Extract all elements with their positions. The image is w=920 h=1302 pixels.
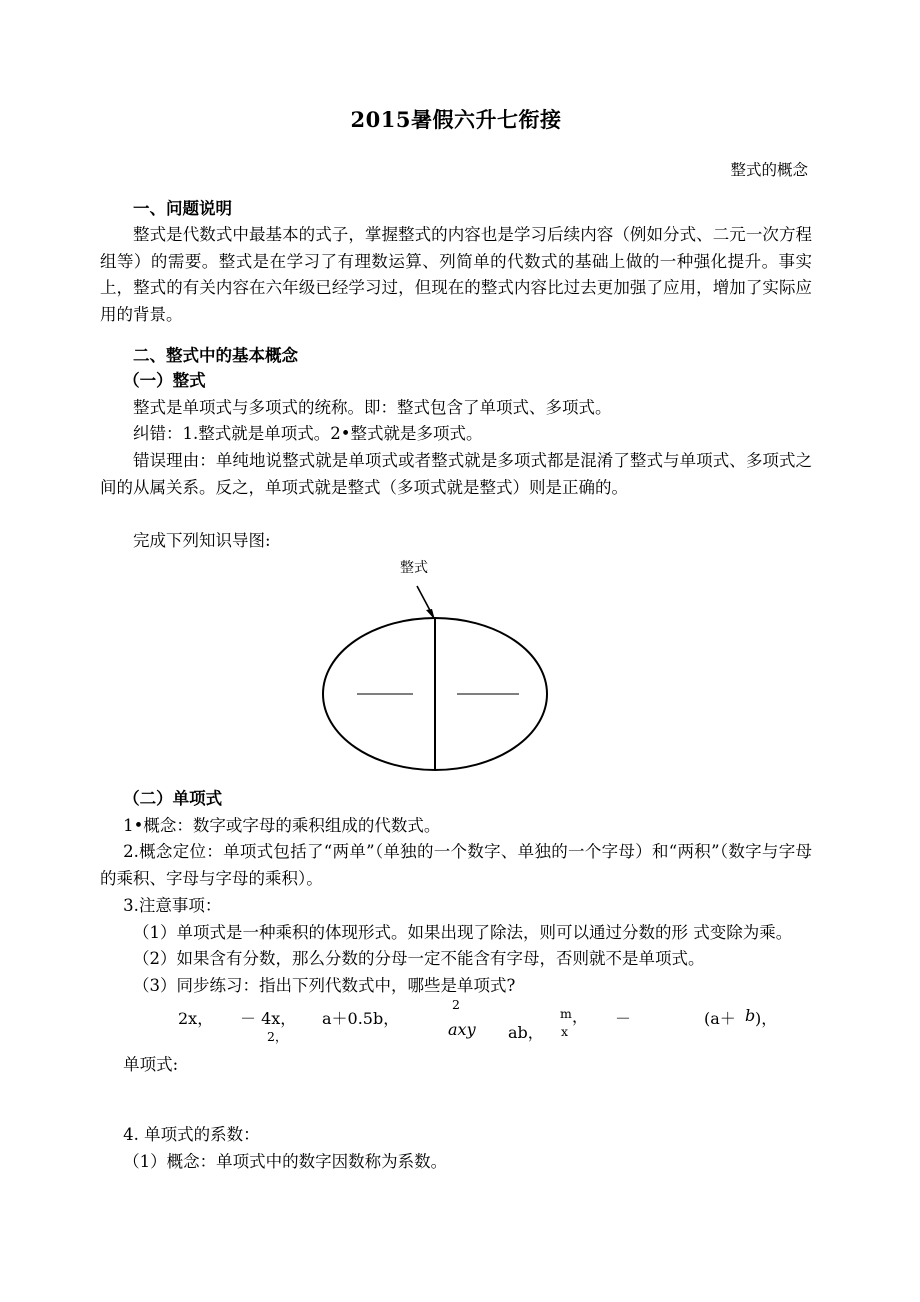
document-subtitle: 整式的概念 (730, 161, 808, 179)
paragraph-problem-description: 整式是代数式中最基本的式子，掌握整式的内容也是学习后续内容（例如分式、二元一次方程组等）的需要。整式是在学习了有理数运算、列简单的代数式的基础上做的一种强化提升。事实上，整式的有关内容在六年级已经学习过，但现在的整式内容比过去更加强了应用，增加了实际应用的背景。 (100, 224, 812, 324)
paragraph-note-1: （1）单项式是一种乘积的体现形式。如果出现了除法，则可以通过分数的形 式变除为乘。 (133, 922, 793, 942)
page-title: 2015暑假六升七衔接 (350, 107, 562, 132)
paragraph-zhengshi-correction: 纠错：1.整式就是单项式。2•整式就是多项式。 (133, 424, 483, 444)
math-term-b: b (745, 1005, 756, 1025)
paragraph-answer-prompt[interactable]: 单项式: (123, 1054, 179, 1074)
math-term-fraction-numerator: m (560, 1005, 572, 1021)
math-term-a-plus-half-b: a＋0.5b， (322, 1008, 400, 1028)
paragraph-concept: 1•概念：数字或字母的乘积组成的代数式。 (123, 815, 441, 835)
paragraph-note-2: （2）如果含有分数，那么分数的分母一定不能含有字母，否则就不是单项式。 (133, 949, 705, 969)
diagram-label-zhengshi: 整式 (400, 560, 428, 577)
heading-subsection-danxiangshi: （二）单项式 (123, 789, 223, 809)
math-expression-row (100, 996, 812, 1052)
paragraph-notes-heading: 3.注意事项： (123, 895, 222, 915)
page-content (100, 0, 812, 1176)
spacer-answer-area (100, 1078, 812, 1122)
math-term-fraction-denominator: x (561, 1023, 569, 1039)
paragraph-coefficient-concept: （1）概念：单项式中的数字因数称为系数。 (123, 1152, 448, 1172)
math-term-minus-4x: － 4x， (240, 1008, 297, 1028)
knowledge-map-diagram (100, 554, 812, 786)
paragraph-concept-position: 2.概念定位：单项式包括了“两单”（单独的一个数字、单独的一个字母）和“两积”（数字与字母的乘积、字母与字母的乘积）。 (100, 842, 812, 889)
math-term-axy-exponent: 2 (452, 996, 460, 1012)
math-term-2x: 2x， (178, 1008, 214, 1028)
paragraph-zhengshi-reason: 错误理由：单纯地说整式就是单项式或者整式就是多项式都是混淆了整式与单项式、多项式之间的从属关系。反之，单项式就是整式（多项式就是整式）则是正确的。 (100, 451, 812, 497)
math-term-minus: － (615, 1008, 632, 1028)
heading-subsection-zhengshi: （一）整式 (123, 371, 206, 391)
math-term-axy: axy (448, 1019, 476, 1039)
math-term-paren-close: )， (755, 1008, 778, 1028)
math-term-ab: ab， (508, 1022, 544, 1042)
math-term-paren-open: (a＋ (704, 1008, 736, 1028)
paragraph-coefficient-heading: 4. 单项式的系数： (123, 1125, 260, 1145)
paragraph-diagram-prompt: 完成下列知识导图: (133, 530, 271, 550)
ellipse-diagram-svg (305, 554, 605, 779)
heading-section-one: 一、问题说明 (133, 199, 232, 219)
spacer (100, 502, 812, 528)
paragraph-note-3-exercise: （3）同步练习：指出下列代数式中，哪些是单项式? (133, 975, 516, 995)
math-term-fraction-comma: ， (572, 1006, 589, 1026)
math-term-4x-subscript: 2， (267, 1028, 288, 1044)
paragraph-zhengshi-definition: 整式是单项式与多项式的统称。即：整式包含了单项式、多项式。 (133, 397, 612, 417)
heading-section-two: 二、整式中的基本概念 (133, 345, 298, 365)
